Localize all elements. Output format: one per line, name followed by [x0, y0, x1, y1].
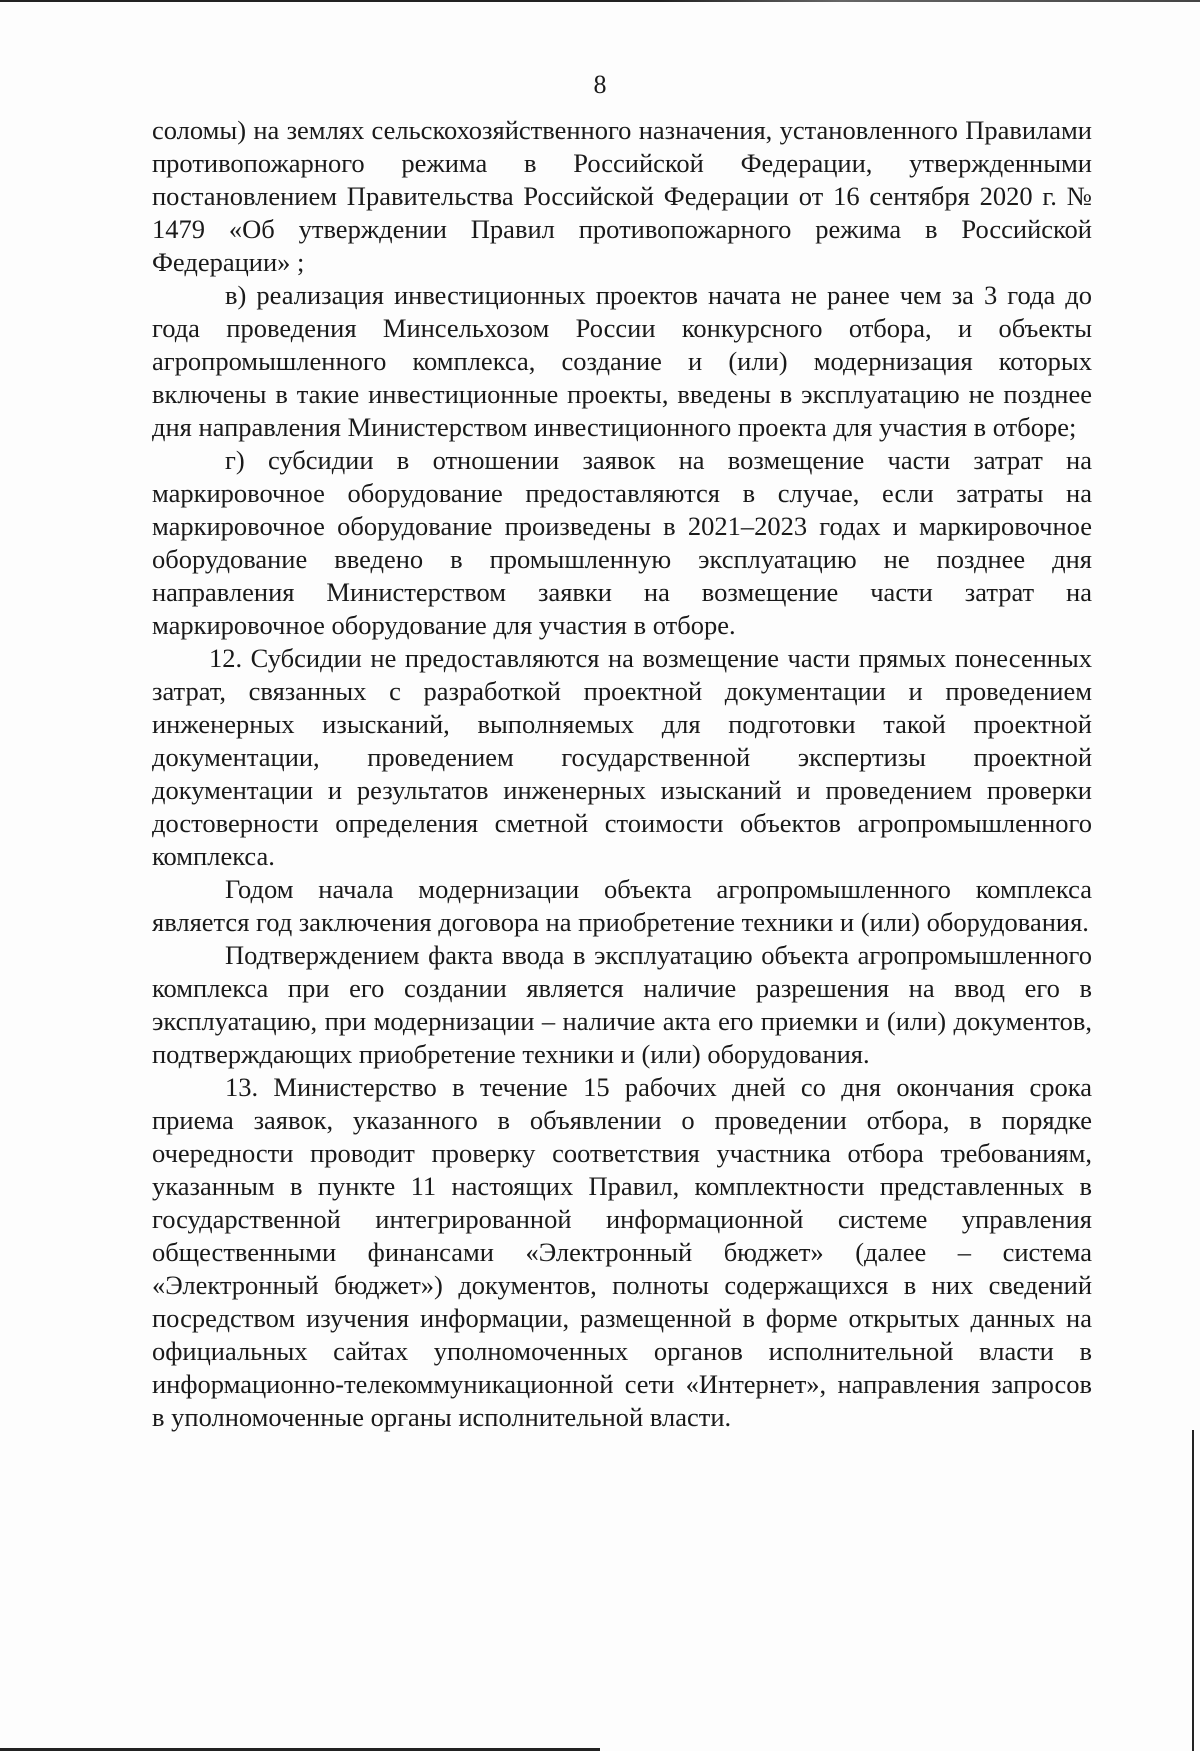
- scan-edge-right: [1192, 1430, 1194, 1751]
- paragraph-modernization-year: Годом начала модернизации объекта агропромышленного комплекса является год заключения договора на приобретение техники и (или) оборудования.: [152, 874, 1092, 937]
- paragraph-item-v: в) реализация инвестиционных проектов начата не ранее чем за 3 года до года проведения Минсельхозом России конкурсного отбора, и объекты агропромышленного комплекса, создание и (или) модернизация которых включены в такие инвестиционные проекты, введены в эксплуатацию не позднее дня направления Министерством инвестиционного проекта для участия в отборе;: [152, 280, 1092, 442]
- paragraph-commissioning-proof: Подтверждением факта ввода в эксплуатацию объекта агропромышленного комплекса при его создании является наличие разрешения на ввод его в эксплуатацию, при модернизации – наличие акта его приемки и (или) документов, подтверждающих приобретение техники и (или) оборудования.: [152, 940, 1092, 1069]
- paragraph-clause-12: 12. Субсидии не предоставляются на возмещение части прямых понесенных затрат, связанных с разработкой проектной документации и проведением инженерных изысканий, выполняемых для подготовки такой проектной документации, проведением государственной экспертизы проектной документации и результатов инженерных изысканий и проведением проверки достоверности определения сметной стоимости объектов агропромышленного комплекса.: [152, 643, 1092, 871]
- paragraph-continuation: соломы) на землях сельскохозяйственного назначения, установленного Правилами противопожарного режима в Российской Федерации, утвержденными постановлением Правительства Российской Федерации от 16 сентября 2020 г. № 1479 «Об утверждении Правил противопожарного режима в Российской Федерации» ;: [152, 115, 1092, 277]
- scan-edge-top: [0, 0, 1200, 2]
- document-body: [152, 114, 1092, 1434]
- paragraph-item-g: г) субсидии в отношении заявок на возмещение части затрат на маркировочное оборудование предоставляются в случае, если затраты на маркировочное оборудование произведены в 2021–2023 годах и маркировочное оборудование введено в промышленную эксплуатацию не позднее дня направления Министерством заявки на возмещение части затрат на маркировочное оборудование для участия в отборе.: [152, 445, 1092, 640]
- page-number: 8: [593, 70, 607, 99]
- paragraph-clause-13: 13. Министерство в течение 15 рабочих дней со дня окончания срока приема заявок, указанного в объявлении о проведении отбора, в порядке очередности проводит проверку соответствия участника отбора требованиям, указанным в пункте 11 настоящих Правил, комплектности представленных в государственной интегрированной информационной системе управления общественными финансами «Электронный бюджет» (далее – система «Электронный бюджет») документов, полноты содержащихся в них сведений посредством изучения информации, размещенной в форме открытых данных на официальных сайтах уполномоченных органов исполнительной власти в информационно-телекоммуникационной сети «Интернет», направления запросов в уполномоченные органы исполнительной власти.: [152, 1072, 1092, 1432]
